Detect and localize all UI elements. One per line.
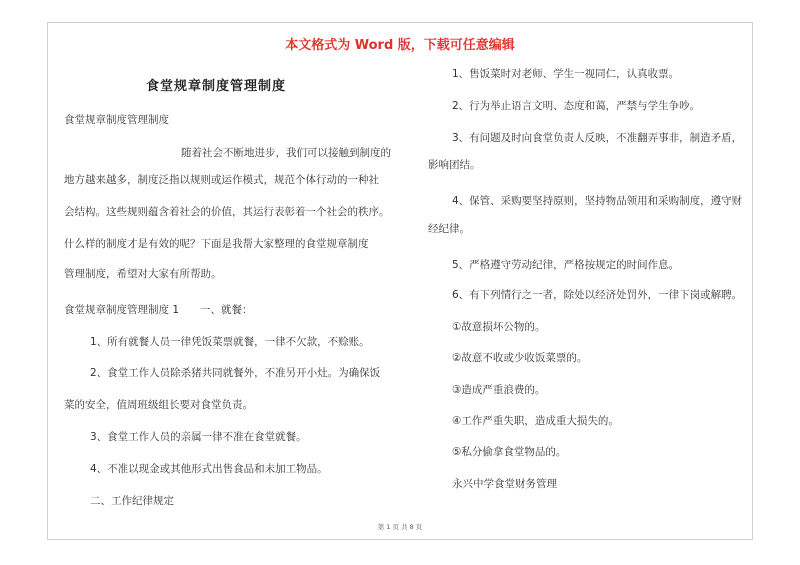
intro-line: 随着社会不断地进步，我们可以接触到制度的 [181,147,391,159]
violation-item: ①故意损坏公物的。 [452,321,546,333]
violation-item: ③造成严重浪费的。 [452,384,546,396]
section-heading: 食堂规章制度管理制度 1 一、就餐： [64,304,253,316]
violation-item: ④工作严重失职，造成重大损失的。 [452,415,619,427]
violation-item: ⑤私分偷拿食堂物品的。 [452,446,567,458]
rule-item: 影响团结。 [428,159,481,171]
section-heading: 二、工作纪律规定 [90,495,174,507]
signature: 永兴中学食堂财务管理 [452,478,557,490]
intro-line: 会结构。这些规则蕴含着社会的价值，其运行表彰着一个社会的秩序。 [64,206,390,218]
subtitle: 食堂规章制度管理制度 [64,114,169,126]
rule-item: 经纪律。 [428,223,470,235]
rule-item: 1、所有就餐人员一律凭饭菜票就餐，一律不欠款，不赊账。 [90,336,370,348]
intro-line: 什么样的制度才是有效的呢？下面是我帮大家整理的食堂规章制度 [64,238,369,250]
intro-line: 地方越来越多，制度泛指以规则或运作模式，规范个体行动的一种社 [64,174,379,186]
rule-item: 3、有问题及时向食堂负责人反映，不准翻弄事非，制造矛盾， [452,132,743,144]
rule-item: 4、保管、采购要坚持原则，坚持物品领用和采购制度，遵守财 [452,195,743,207]
rule-item: 2、食堂工作人员除杀猪共同就餐外，不准另开小灶。为确保饭 [90,367,381,379]
edit-banner: 本文格式为 Word 版，下载可任意编辑 [285,38,515,53]
rule-item: 3、食堂工作人员的亲属一律不准在食堂就餐。 [90,431,307,443]
rule-item: 2、行为举止语言文明、态度和蔼，严禁与学生争吵。 [452,100,701,112]
rule-item: 6、有下列情行之一者，除处以经济处罚外，一律下岗或解聘。 [452,289,743,301]
rule-item: 1、售饭菜时对老师、学生一视同仁，认真收票。 [452,68,680,80]
page-number: 第 1 页 共 8 页 [377,523,423,531]
rule-item: 菜的安全，值周班级组长要对食堂负责。 [64,399,253,411]
rule-item: 5、严格遵守劳动纪律，严格按规定的时间作息。 [452,259,680,271]
violation-item: ②故意不收或少收饭菜票的。 [452,352,588,364]
document-title: 食堂规章制度管理制度 [146,79,287,94]
intro-line: 管理制度，希望对大家有所帮助。 [64,268,222,280]
rule-item: 4、不准以现金或其他形式出售食品和未加工物品。 [90,463,328,475]
